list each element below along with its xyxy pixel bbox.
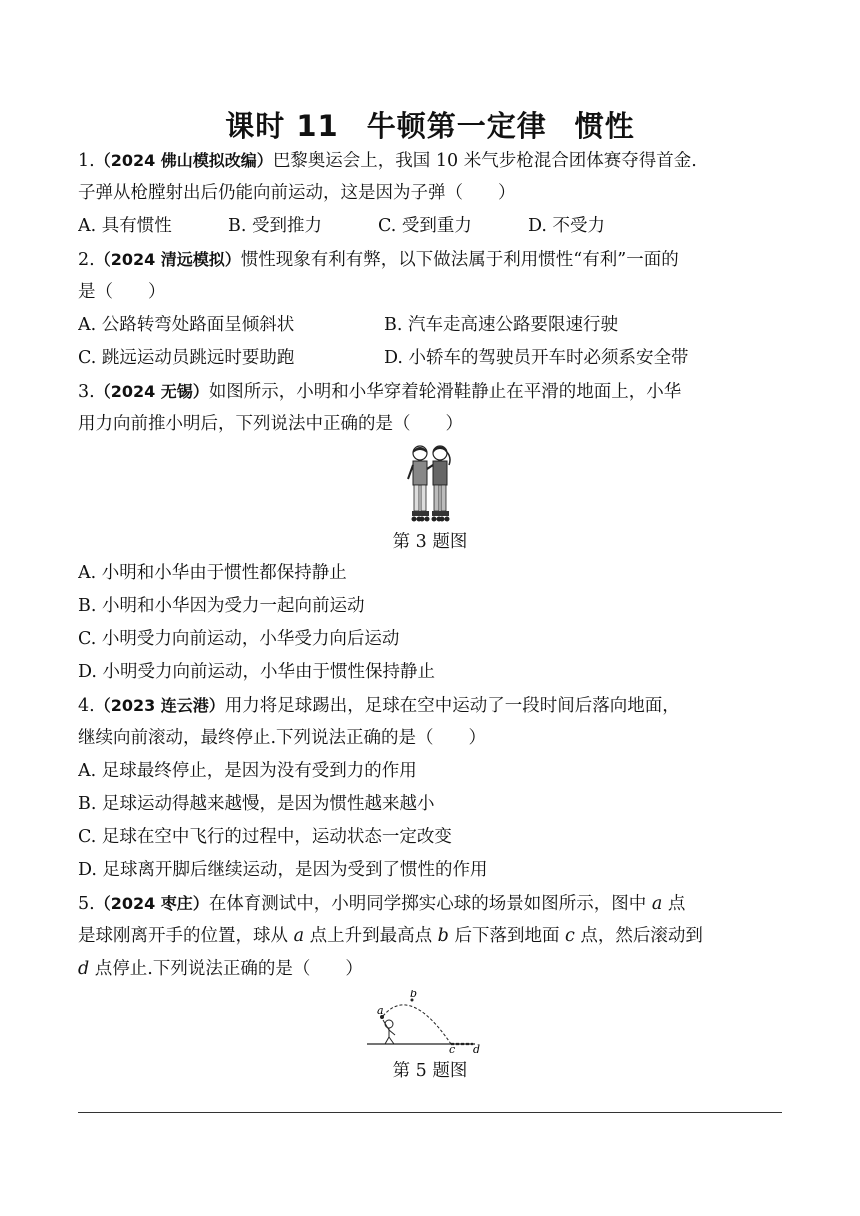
- q1-stem-1: 巴黎奥运会上，我国 10 米气步枪混合团体赛夺得首金.: [272, 151, 697, 171]
- q3-option-c[interactable]: C. 小明受力向前运动，小华受力向后运动: [78, 629, 400, 649]
- q5-stem-1a: 在体育测试中，小明同学掷实心球的场景如图所示，图中: [208, 894, 647, 914]
- question-5: [78, 887, 782, 1086]
- q4-source: （2023 连云港）: [94, 696, 225, 715]
- q5-var-c: c: [565, 926, 575, 946]
- q5-stem-2a: 是球刚离开手的位置，球从: [78, 926, 288, 946]
- label-c: c: [449, 1043, 456, 1054]
- q4-stem-2: 继续向前滚动，最终停止.下列说法正确的是（ ）: [78, 728, 487, 748]
- label-a: a: [377, 1004, 384, 1017]
- q2-stem-1: 惯性现象有利有弊，以下做法属于利用惯性“有利”一面的: [240, 250, 679, 270]
- q4-option-a[interactable]: A. 足球最终停止，是因为没有受到力的作用: [78, 761, 417, 781]
- title-lesson: 课时 11: [225, 109, 339, 143]
- q3-stem-1: 如图所示，小明和小华穿着轮滑鞋静止在平滑的地面上，小华: [208, 382, 682, 402]
- q2-number: 2.: [78, 250, 95, 270]
- q4-stem-1: 用力将足球踢出，足球在空中运动了一段时间后落向地面，: [224, 696, 680, 716]
- q2-option-d[interactable]: D. 小轿车的驾驶员开车时必须系安全带: [384, 348, 689, 368]
- shot-put-diagram: [365, 990, 495, 1054]
- q2-options-row-1: [78, 309, 782, 342]
- q1-option-d[interactable]: D. 不受力: [528, 216, 606, 236]
- q2-option-a[interactable]: A. 公路转弯处路面呈倾斜状: [78, 315, 295, 335]
- label-d: d: [473, 1043, 481, 1054]
- q5-stem-2b: 点上升到最高点: [309, 926, 433, 946]
- label-b: b: [410, 990, 418, 1000]
- title-subtopic: 惯性: [574, 109, 635, 143]
- q1-option-b[interactable]: B. 受到推力: [228, 216, 322, 236]
- page: [78, 108, 782, 1086]
- q5-var-a2: a: [293, 926, 305, 946]
- q3-figure: [78, 441, 782, 527]
- q5-stem-3: 点停止.下列说法正确的是（ ）: [94, 959, 363, 979]
- q1-option-a[interactable]: A. 具有惯性: [78, 216, 172, 236]
- question-1: [78, 144, 782, 243]
- q3-stem-2: 用力向前推小明后，下列说法中正确的是（ ）: [78, 414, 463, 434]
- q1-source: （2024 佛山模拟改编）: [94, 151, 273, 170]
- q5-var-b: b: [437, 926, 449, 946]
- q5-figure-caption: 第 5 题图: [392, 1061, 468, 1081]
- q1-options: [78, 210, 782, 243]
- skaters-illustration: [402, 441, 458, 525]
- question-2: [78, 243, 782, 375]
- q3-figure-caption: 第 3 题图: [392, 532, 468, 552]
- q3-number: 3.: [78, 382, 95, 402]
- page-title: [78, 108, 782, 144]
- q1-stem-2: 子弹从枪膛射出后仍能向前运动，这是因为子弹（ ）: [78, 183, 516, 203]
- q5-stem-2d: 点，然后滚动到: [580, 926, 703, 946]
- q5-figure: [78, 990, 782, 1056]
- q1-number: 1.: [78, 151, 95, 171]
- q3-option-a[interactable]: A. 小明和小华由于惯性都保持静止: [78, 563, 347, 583]
- q3-option-d[interactable]: D. 小明受力向前运动，小华由于惯性保持静止: [78, 662, 436, 682]
- q2-options-row-2: [78, 342, 782, 375]
- q1-option-c[interactable]: C. 受到重力: [378, 216, 472, 236]
- q4-option-b[interactable]: B. 足球运动得越来越慢，是因为惯性越来越小: [78, 794, 435, 814]
- q2-option-c[interactable]: C. 跳远运动员跳远时要助跑: [78, 348, 295, 368]
- q5-number: 5.: [78, 894, 95, 914]
- q5-stem-1b: 点: [667, 894, 686, 914]
- footer-divider: [78, 1112, 782, 1113]
- q2-source: （2024 清远模拟）: [94, 250, 241, 269]
- q5-var-a: a: [651, 894, 663, 914]
- q4-option-c[interactable]: C. 足球在空中飞行的过程中，运动状态一定改变: [78, 827, 452, 847]
- q4-number: 4.: [78, 696, 95, 716]
- q5-var-d: d: [78, 959, 90, 979]
- title-topic: 牛顿第一定律: [366, 109, 547, 143]
- q2-option-b[interactable]: B. 汽车走高速公路要限速行驶: [384, 315, 618, 335]
- question-3: [78, 375, 782, 689]
- q3-source: （2024 无锡）: [94, 382, 209, 401]
- thrower-head: [385, 1020, 393, 1028]
- q2-stem-2: 是（ ）: [78, 282, 166, 302]
- question-4: [78, 689, 782, 887]
- q5-source: （2024 枣庄）: [94, 894, 209, 913]
- q5-stem-2c: 后下落到地面: [454, 926, 560, 946]
- q3-option-b[interactable]: B. 小明和小华因为受力一起向前运动: [78, 596, 365, 616]
- q4-option-d[interactable]: D. 足球离开脚后继续运动，是因为受到了惯性的作用: [78, 860, 488, 880]
